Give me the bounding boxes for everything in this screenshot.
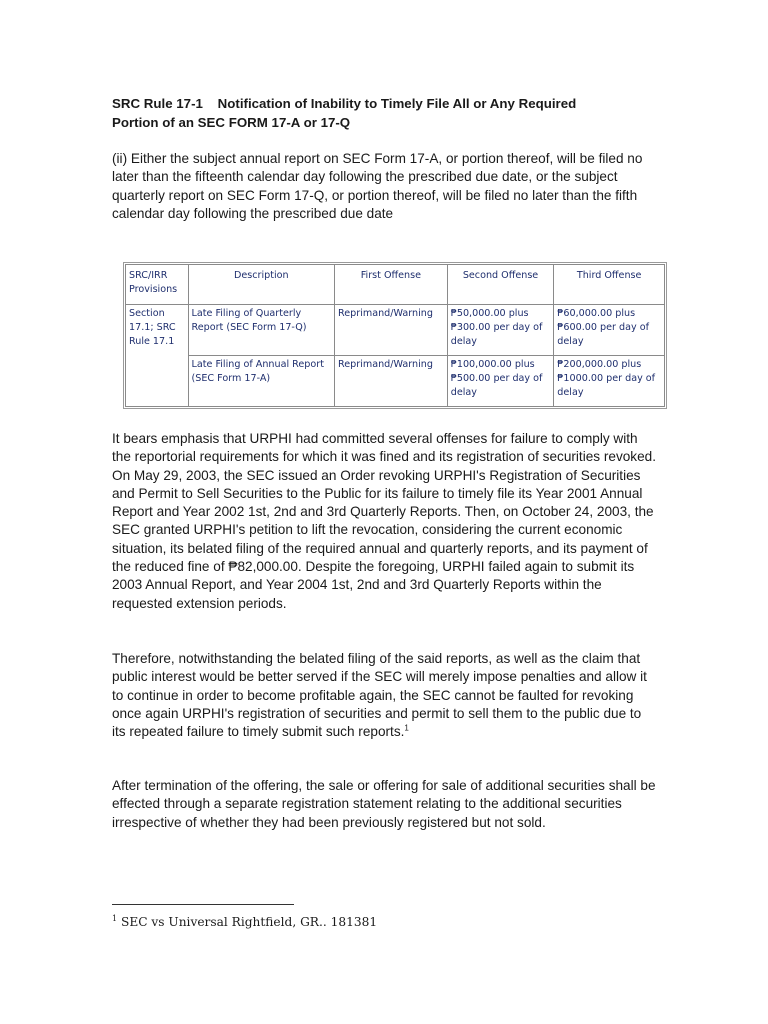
header-first-offense: First Offense	[335, 265, 448, 305]
penalty-table-frame	[123, 262, 667, 409]
cell-description: Late Filing of Annual Report (SEC Form 17-A)	[188, 356, 335, 407]
header-third-offense: Third Offense	[554, 265, 665, 305]
cell-third-offense: ₱200,000.00 plus ₱1000.00 per day of delay	[554, 356, 665, 407]
cell-second-offense: ₱100,000.00 plus ₱500.00 per day of delay	[447, 356, 554, 407]
footnote-marker: 1	[112, 913, 118, 923]
cell-third-offense: ₱60,000.00 plus ₱600.00 per day of delay	[554, 305, 665, 356]
paragraph-urphi-offenses: It bears emphasis that URPHI had committed several offenses for failure to comply with the reportorial requirements for which it was fined and its registration of securities revoked. On May 29, 2003, the SEC issued an Order revoking URPHI's Registration of Securities and Permit to Sell Securities to the Public for its failure to timely file its Year 2001 Annual Report and Year 2002 1st, 2nd and 3rd Quarterly Reports. Then, on October 24, 2003, the SEC granted URPHI's petition to lift the revocation, considering the current economic situation, its belated filing of the required annual and quarterly reports, and its payment of the reduced fine of ₱82,000.00. Despite the foregoing, URPHI failed again to submit its 2003 Annual Report, and Year 2004 1st, 2nd and 3rd Quarterly Reports within the requested extension periods.	[112, 431, 657, 611]
footnote-reference[interactable]: 1	[404, 723, 409, 733]
cell-first-offense: Reprimand/Warning	[335, 356, 448, 407]
header-second-offense: Second Offense	[447, 265, 554, 305]
cell-second-offense: ₱50,000.00 plus ₱300.00 per day of delay	[447, 305, 554, 356]
cell-provision: Section 17.1; SRC Rule 17.1	[126, 305, 189, 407]
table-row	[126, 356, 665, 407]
rule-heading-line-2: Portion of an SEC FORM 17-A or 17-Q	[112, 115, 351, 130]
rule-heading-line-1: SRC Rule 17-1 Notification of Inability to Timely File All or Any Required	[112, 96, 577, 111]
footnote-text: SEC vs Universal Rightfield, GR.. 181381	[117, 915, 378, 929]
header-provisions: SRC/IRR Provisions	[126, 265, 189, 305]
paragraph-ii: (ii) Either the subject annual report on SEC Form 17-A, or portion thereof, will be filed no later than the fifteenth calendar day following the prescribed due date, or the subject quarterly report on SEC Form 17-Q, or portion thereof, will be filed no later than the fifth calendar day following the prescribed due date	[112, 151, 643, 221]
cell-description: Late Filing of Quarterly Report (SEC Form 17-Q)	[188, 305, 335, 356]
footnote	[112, 914, 377, 930]
header-description: Description	[188, 265, 335, 305]
paragraph-therefore-text: Therefore, notwithstanding the belated filing of the said reports, as well as the claim that public interest would be better served if the SEC will merely impose penalties and allow it to continue in order to become profitable again, the SEC cannot be faulted for revoking once again URPHI's registration of securities and permit to sell them to the public due to its repeated failure to timely submit such reports.	[112, 651, 647, 740]
table-row	[126, 305, 665, 356]
paragraph-therefore	[112, 650, 656, 741]
footnote-divider	[112, 904, 294, 905]
cell-first-offense: Reprimand/Warning	[335, 305, 448, 356]
penalty-table	[125, 264, 665, 407]
paragraph-after-termination: After termination of the offering, the sale or offering for sale of additional securities shall be effected through a separate registration statement relating to the additional securities irrespective of whether they had been previously registered but not sold.	[112, 778, 656, 830]
table-header-row	[126, 265, 665, 305]
rule-heading	[112, 94, 660, 132]
